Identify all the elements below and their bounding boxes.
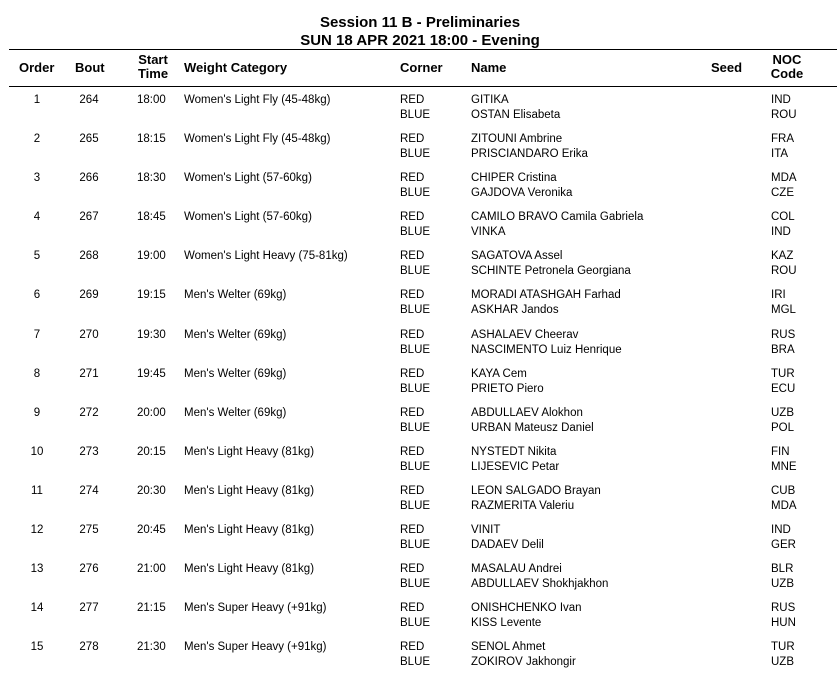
bout-number-cell: 265 <box>79 133 99 146</box>
bout-number-cell: 276 <box>79 563 99 576</box>
order-cell: 5 <box>33 250 41 263</box>
blue-corner-cell: BLUE <box>400 109 431 121</box>
order-cell: 13 <box>30 563 44 576</box>
weight-category-cell: Women's Light Fly (45-48kg) <box>184 94 331 106</box>
weight-category-cell: Women's Light Heavy (75-81kg) <box>184 250 348 263</box>
start-time-cell: 20:30 <box>137 484 166 497</box>
order-cell: 2 <box>33 133 41 146</box>
blue-noc-cell: MNE <box>771 460 797 473</box>
col-noc-header <box>765 53 809 81</box>
session-title: Session 11 B - Preliminaries <box>319 14 521 31</box>
blue-noc-cell: ITA <box>771 148 789 161</box>
bout-number-cell: 274 <box>79 484 99 497</box>
order-cell: 9 <box>33 406 41 419</box>
blue-corner-cell: BLUE <box>400 499 431 512</box>
start-time-cell: 19:30 <box>137 328 166 341</box>
bout-number-cell: 273 <box>79 445 99 458</box>
start-time-cell: 21:30 <box>137 641 166 654</box>
table-row <box>0 445 840 484</box>
red-corner-cell: RED <box>400 94 425 106</box>
bout-number-cell: 269 <box>79 289 99 302</box>
blue-name-cell: PRIETO Piero <box>471 382 544 395</box>
blue-noc-cell: HUN <box>771 617 796 630</box>
red-name-cell: ASHALAEV Cheerav <box>471 328 579 341</box>
weight-category-cell: Men's Welter (69kg) <box>184 406 287 419</box>
table-row <box>0 484 840 523</box>
red-corner-cell: RED <box>400 524 425 537</box>
bout-number-cell: 264 <box>79 94 99 106</box>
red-corner-cell: RED <box>400 172 425 185</box>
weight-category-cell: Men's Light Heavy (81kg) <box>184 524 315 537</box>
red-name-cell: LEON SALGADO Brayan <box>471 484 601 497</box>
red-noc-cell: IND <box>771 524 791 537</box>
red-noc-cell: FIN <box>771 445 790 458</box>
col-seed-header: Seed <box>711 60 743 75</box>
table-row <box>0 328 840 367</box>
blue-name-cell: GAJDOVA Veronika <box>471 187 573 200</box>
col-weight-category-header: Weight Category <box>184 60 288 75</box>
red-noc-cell: FRA <box>771 133 794 146</box>
red-name-cell: NYSTEDT Nikita <box>471 445 557 458</box>
start-time-cell: 20:15 <box>137 445 166 458</box>
weight-category-cell: Men's Super Heavy (+91kg) <box>184 641 327 654</box>
weight-category-cell: Men's Light Heavy (81kg) <box>184 445 315 458</box>
blue-corner-cell: BLUE <box>400 265 431 278</box>
weight-category-cell: Women's Light (57-60kg) <box>184 211 312 224</box>
order-cell: 3 <box>33 172 41 185</box>
weight-category-cell: Men's Super Heavy (+91kg) <box>184 602 327 615</box>
red-name-cell: ZITOUNI Ambrine <box>471 133 563 146</box>
red-name-cell: VINIT <box>471 524 501 537</box>
blue-name-cell: LIJESEVIC Petar <box>471 460 560 473</box>
red-name-cell: SAGATOVA Assel <box>471 250 563 263</box>
red-noc-cell: KAZ <box>771 250 794 263</box>
col-corner-header: Corner <box>400 60 443 75</box>
red-corner-cell: RED <box>400 484 425 497</box>
bout-number-cell: 268 <box>79 250 99 263</box>
table-row <box>0 132 840 171</box>
blue-name-cell: PRISCIANDARO Erika <box>471 148 588 161</box>
col-noc-line2: Code <box>770 66 804 81</box>
start-time-cell: 20:45 <box>137 524 166 537</box>
red-corner-cell: RED <box>400 563 425 576</box>
col-start-time-header <box>133 53 173 81</box>
red-name-cell: SENOL Ahmet <box>471 641 546 654</box>
red-corner-cell: RED <box>400 602 425 615</box>
weight-category-cell: Men's Light Heavy (81kg) <box>184 563 315 576</box>
order-cell: 6 <box>33 289 41 302</box>
order-cell: 7 <box>33 328 41 341</box>
blue-noc-cell: MDA <box>771 499 797 512</box>
weight-category-cell: Women's Light Fly (45-48kg) <box>184 133 331 146</box>
red-corner-cell: RED <box>400 133 425 146</box>
start-time-cell: 21:00 <box>137 563 166 576</box>
table-row <box>0 171 840 210</box>
blue-noc-cell: BRA <box>771 343 795 356</box>
blue-noc-cell: ECU <box>771 382 796 395</box>
col-name-header: Name <box>471 60 507 75</box>
bout-number-cell: 278 <box>79 641 99 654</box>
start-time-cell: 18:30 <box>137 172 166 185</box>
blue-noc-cell: MGL <box>771 304 796 317</box>
red-noc-cell: MDA <box>771 172 797 185</box>
bout-number-cell: 270 <box>79 328 99 341</box>
blue-noc-cell: GER <box>771 539 796 552</box>
start-time-cell: 20:00 <box>137 406 166 419</box>
blue-name-cell: ASKHAR Jandos <box>471 304 559 317</box>
session-date: SUN 18 APR 2021 18:00 - Evening <box>300 32 540 49</box>
blue-noc-cell: IND <box>771 226 791 239</box>
blue-name-cell: RAZMERITA Valeriu <box>471 499 575 512</box>
bout-list <box>0 93 840 679</box>
blue-noc-cell: UZB <box>771 656 794 669</box>
col-start-time-line2: Time <box>137 66 169 81</box>
table-row <box>0 210 840 249</box>
red-corner-cell: RED <box>400 367 425 380</box>
table-row <box>0 288 840 327</box>
weight-category-cell: Men's Welter (69kg) <box>184 367 287 380</box>
red-name-cell: MASALAU Andrei <box>471 563 562 576</box>
order-cell: 10 <box>30 445 44 458</box>
table-row <box>0 562 840 601</box>
red-corner-cell: RED <box>400 641 425 654</box>
bout-number-cell: 275 <box>79 524 99 537</box>
red-corner-cell: RED <box>400 211 425 224</box>
order-cell: 11 <box>31 484 43 497</box>
blue-name-cell: DADAEV Delil <box>471 539 544 552</box>
red-noc-cell: IND <box>771 94 791 106</box>
start-time-cell: 18:00 <box>137 94 166 106</box>
table-row <box>0 406 840 445</box>
blue-noc-cell: UZB <box>771 578 794 591</box>
blue-corner-cell: BLUE <box>400 460 431 473</box>
weight-category-cell: Men's Welter (69kg) <box>184 328 287 341</box>
table-row <box>0 367 840 406</box>
blue-corner-cell: BLUE <box>400 187 431 200</box>
red-noc-cell: TUR <box>771 367 795 380</box>
blue-name-cell: OSTAN Elisabeta <box>471 109 561 121</box>
blue-corner-cell: BLUE <box>400 343 431 356</box>
red-corner-cell: RED <box>400 289 425 302</box>
red-name-cell: CAMILO BRAVO Camila Gabriela <box>471 211 644 224</box>
red-noc-cell: TUR <box>771 641 795 654</box>
blue-noc-cell: ROU <box>771 109 797 121</box>
blue-name-cell: SCHINTE Petronela Georgiana <box>471 265 631 278</box>
red-name-cell: GITIKA <box>471 94 509 106</box>
table-row <box>0 601 840 640</box>
col-order-header: Order <box>19 60 55 75</box>
order-cell: 14 <box>30 602 44 615</box>
bout-number-cell: 277 <box>79 602 99 615</box>
blue-name-cell: URBAN Mateusz Daniel <box>471 421 594 434</box>
blue-name-cell: ABDULLAEV Shokhjakhon <box>471 578 609 591</box>
col-start-time-line1: Start <box>138 52 168 67</box>
table-header <box>9 49 837 87</box>
bout-number-cell: 272 <box>79 406 99 419</box>
blue-corner-cell: BLUE <box>400 382 431 395</box>
red-corner-cell: RED <box>400 406 425 419</box>
order-cell: 1 <box>33 94 41 106</box>
red-noc-cell: COL <box>771 211 795 224</box>
table-row <box>0 640 840 679</box>
order-cell: 12 <box>30 524 44 537</box>
col-bout-header: Bout <box>75 60 105 75</box>
red-noc-cell: BLR <box>771 563 794 576</box>
red-noc-cell: RUS <box>771 602 796 615</box>
red-name-cell: ABDULLAEV Alokhon <box>471 406 583 419</box>
blue-corner-cell: BLUE <box>400 656 431 669</box>
start-time-cell: 18:45 <box>137 211 166 224</box>
blue-name-cell: ZOKIROV Jakhongir <box>471 656 576 669</box>
weight-category-cell: Men's Welter (69kg) <box>184 289 287 302</box>
blue-name-cell: VINKA <box>471 226 506 239</box>
blue-corner-cell: BLUE <box>400 226 431 239</box>
col-noc-line1: NOC <box>772 52 802 67</box>
order-cell: 8 <box>33 367 41 380</box>
blue-corner-cell: BLUE <box>400 578 431 591</box>
start-time-cell: 18:15 <box>137 133 166 146</box>
blue-corner-cell: BLUE <box>400 617 431 630</box>
red-name-cell: KAYA Cem <box>471 367 527 380</box>
start-time-cell: 21:15 <box>137 602 166 615</box>
blue-corner-cell: BLUE <box>400 539 431 552</box>
blue-noc-cell: POL <box>771 421 795 434</box>
weight-category-cell: Men's Light Heavy (81kg) <box>184 484 315 497</box>
blue-noc-cell: ROU <box>771 265 797 278</box>
blue-name-cell: NASCIMENTO Luiz Henrique <box>471 343 622 356</box>
table-row <box>0 93 840 132</box>
red-noc-cell: CUB <box>771 484 796 497</box>
red-noc-cell: UZB <box>771 406 794 419</box>
red-noc-cell: IRI <box>771 289 786 302</box>
red-corner-cell: RED <box>400 445 425 458</box>
blue-corner-cell: BLUE <box>400 421 431 434</box>
start-time-cell: 19:15 <box>137 289 166 302</box>
start-time-cell: 19:45 <box>137 367 166 380</box>
order-cell: 4 <box>33 211 41 224</box>
blue-corner-cell: BLUE <box>400 148 431 161</box>
red-corner-cell: RED <box>400 250 425 263</box>
red-corner-cell: RED <box>400 328 425 341</box>
weight-category-cell: Women's Light (57-60kg) <box>184 172 312 185</box>
blue-corner-cell: BLUE <box>400 304 431 317</box>
order-cell: 15 <box>30 641 44 654</box>
bout-number-cell: 267 <box>79 211 99 224</box>
blue-name-cell: KISS Levente <box>471 617 542 630</box>
red-noc-cell: RUS <box>771 328 796 341</box>
blue-noc-cell: CZE <box>771 187 794 200</box>
table-row <box>0 523 840 562</box>
red-name-cell: CHIPER Cristina <box>471 172 557 185</box>
table-row <box>0 249 840 288</box>
bout-number-cell: 266 <box>79 172 99 185</box>
red-name-cell: ONISHCHENKO Ivan <box>471 602 582 615</box>
start-time-cell: 19:00 <box>137 250 166 263</box>
bout-number-cell: 271 <box>79 367 99 380</box>
red-name-cell: MORADI ATASHGAH Farhad <box>471 289 621 302</box>
